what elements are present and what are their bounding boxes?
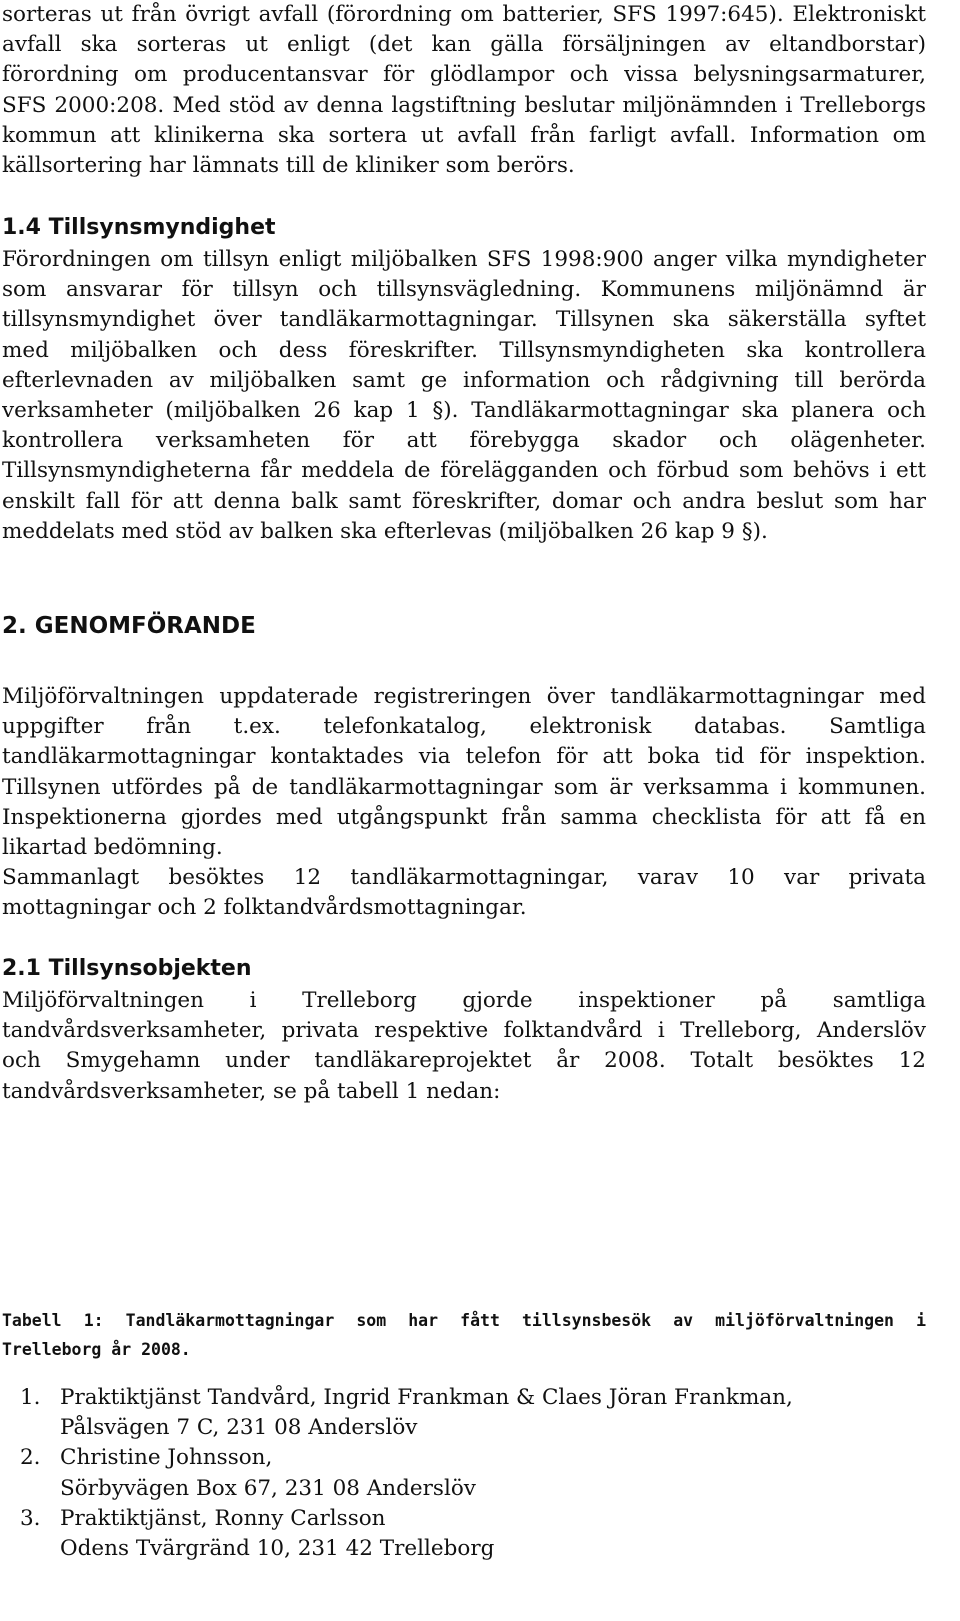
text-line: likartad bedömning. [2, 835, 223, 861]
section-heading: 2.1 Tillsynsobjekten [2, 956, 252, 981]
text-line: efterlevnaden av miljöbalken samt ge information och rådgivning till berörda [2, 367, 926, 393]
section-heading: 1.4 Tillsynsmyndighet [2, 215, 276, 240]
clinic-name: Praktiktjänst Tandvård, Ingrid Frankman & Claes Jöran Frankman, [60, 1385, 793, 1410]
clinic-address: Sörbyvägen Box 67, 231 08 Anderslöv [60, 1475, 476, 1501]
intro-text [2, 0, 926, 181]
list-item [2, 1504, 926, 1564]
text-line: meddelats med stöd av balken ska efterlevas (miljöbalken 26 kap 9 §). [2, 518, 768, 544]
caption-text [2, 1306, 926, 1364]
section-2-1 [2, 954, 926, 1107]
intro-paragraph [2, 0, 926, 181]
text-line: mottagningar och 2 folktandvårdsmottagningar. [2, 895, 527, 921]
text-line: verksamheter (miljöbalken 26 kap 1 §). Tandläkarmottagningar ska planera och [2, 398, 926, 424]
text-line: med miljöbalken och dess föreskrifter. Tillsynsmyndigheten ska kontrollera [2, 337, 926, 363]
clinic-address: Odens Tvärgränd 10, 231 42 Trelleborg [60, 1536, 495, 1562]
text-line: kommun att klinikerna ska sortera ut avfall från farligt avfall. Information om [2, 122, 926, 148]
clinic-address: Pålsvägen 7 C, 231 08 Anderslöv [60, 1415, 418, 1441]
list-number: 3. [20, 1505, 41, 1531]
clinic-name: Praktiktjänst, Ronny Carlsson [60, 1505, 386, 1531]
text-line: förordning om producentansvar för glödlampor och vissa belysningsarmaturer, [2, 62, 926, 88]
text-line: Miljöförvaltningen i Trelleborg gjorde inspektioner på samtliga [2, 988, 926, 1013]
text-line: Förordningen om tillsyn enligt miljöbalken SFS 1998:900 anger vilka myndigheter [2, 247, 926, 272]
section-2-body [2, 682, 926, 924]
text-line: avfall ska sorteras ut enligt (det kan gälla försäljningen av eltandborstar) [2, 32, 926, 58]
text-line: Tillsynsmyndigheterna får meddela de förelägganden och förbud som behövs i ett [2, 458, 926, 484]
text-line: tandläkarmottagningar kontaktades via telefon för att boka tid för inspektion. [2, 744, 926, 770]
text-line: Sammanlagt besöktes 12 tandläkarmottagningar, varav 10 var privata [2, 865, 926, 891]
text-line: Tillsynen utfördes på de tandläkarmottagningar som är verksamma i kommunen. [2, 774, 926, 800]
text-line: tandvårdsverksamheter, se på tabell 1 nedan: [2, 1078, 501, 1104]
text-line: kontrollera verksamheten för att förebygga skador och olägenheter. [2, 428, 926, 454]
text-line: Miljöförvaltningen uppdaterade registreringen över tandläkarmottagningar med [2, 684, 926, 709]
section-paragraph [2, 863, 926, 923]
text-line: tillsynsmyndighet över tandläkarmottagningar. Tillsynen ska säkerställa syftet [2, 307, 926, 333]
text-line: SFS 2000:208. Med stöd av denna lagstiftning beslutar miljönämnden i Trelleborgs [2, 92, 926, 118]
clinic-ordered-list [2, 1383, 926, 1564]
list-number: 2. [20, 1445, 41, 1471]
text-line: Inspektionerna gjordes med utgångspunkt från samma checklista för att få en [2, 804, 926, 830]
text-line: och Smygehamn under tandläkareprojektet år 2008. Totalt besöktes 12 [2, 1048, 926, 1074]
text-line: sorteras ut från övrigt avfall (förordning om batterier, SFS 1997:645). Elektroniskt [2, 2, 926, 27]
section-paragraph [2, 682, 926, 863]
section-body [2, 245, 926, 547]
text-line: som ansvarar för tillsyn och tillsynsvägledning. Kommunens miljönämnd är [2, 277, 926, 303]
text-line: uppgifter från t.ex. telefonkatalog, elektronisk databas. Samtliga [2, 714, 926, 740]
clinic-name: Christine Johnsson, [60, 1445, 273, 1471]
caption-line: Trelleborg år 2008. [2, 1340, 191, 1359]
list-item [2, 1443, 926, 1503]
section-1-4 [2, 213, 926, 547]
list-item [2, 1383, 926, 1443]
list-number: 1. [20, 1385, 41, 1410]
clinic-list [2, 1383, 926, 1564]
text-line: tandvårdsverksamheter, privata respektive folktandvård i Trelleborg, Anderslöv [2, 1018, 926, 1044]
section-2 [2, 611, 926, 641]
section-body [2, 986, 926, 1107]
text-line: källsortering har lämnats till de kliniker som berörs. [2, 153, 575, 179]
caption-line: Tabell 1: Tandläkarmottagningar som har fått tillsynsbesök av miljöförvaltningen i [2, 1311, 926, 1330]
text-line: enskilt fall för att denna balk samt föreskrifter, domar och andra beslut som har [2, 488, 926, 514]
section-heading: 2. GENOMFÖRANDE [2, 613, 256, 639]
table-caption [2, 1306, 926, 1364]
